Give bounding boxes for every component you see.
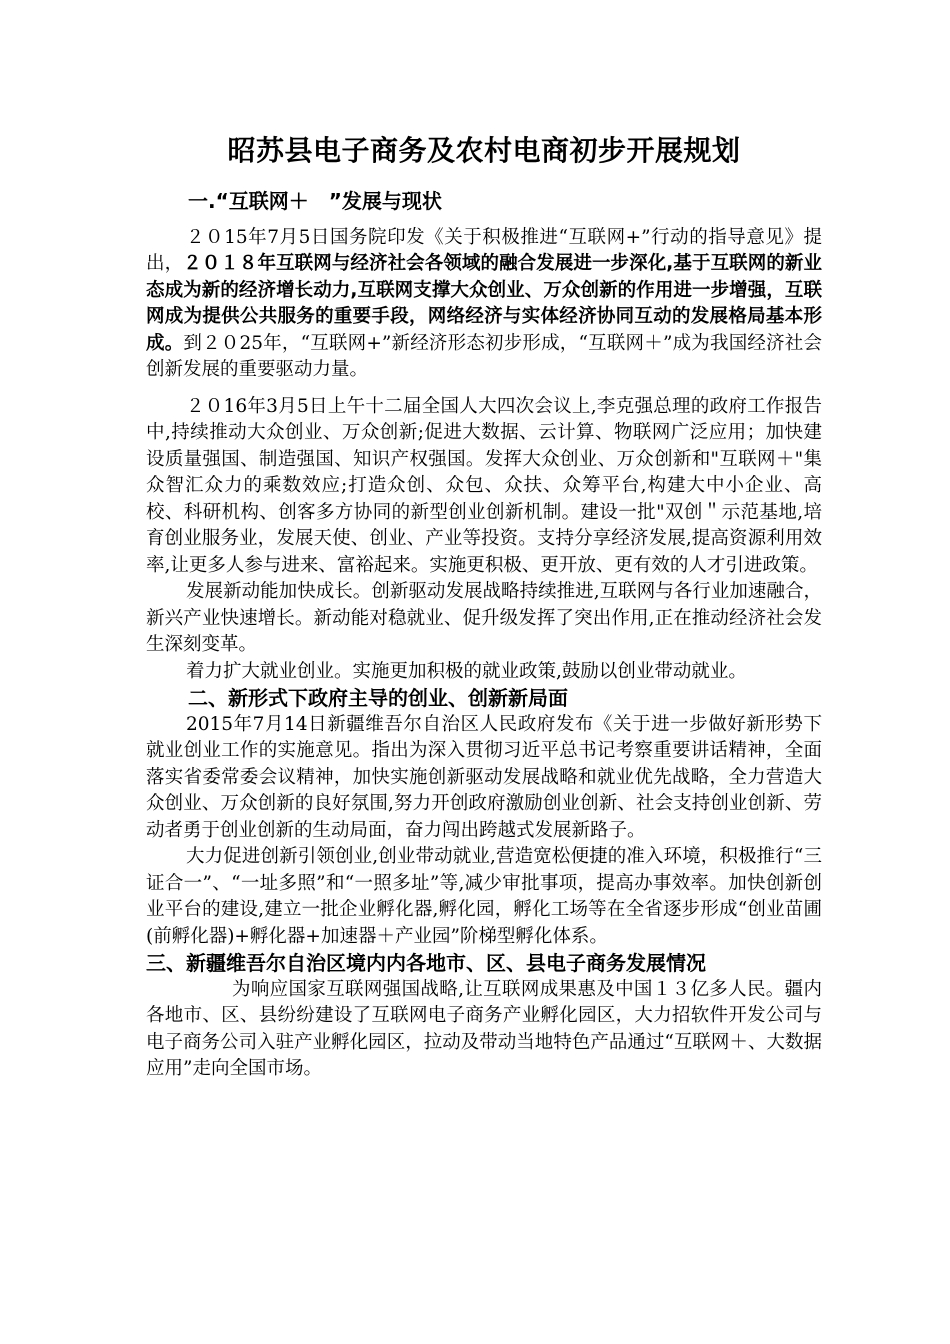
document-title: 昭苏县电子商务及农村电商初步开展规划 <box>227 134 741 167</box>
section-3-heading: 三、新疆维吾尔自治区境内内各地市、区、县电子商务发展情况 <box>146 951 706 975</box>
section-1-paragraph-1 <box>146 225 822 384</box>
paragraph-lead-text: ２０15年7月5日国务院印发《关于积极推进“互联网+”行动的指导意见》提出， <box>146 226 822 274</box>
section-1-paragraph-4: 着力扩大就业创业。实施更加积极的就业政策,鼓励以创业带动就业。 <box>186 660 747 682</box>
section-2-paragraph-2: 大力促进创新引领创业,创业带动就业,营造宽松便捷的准入环境，积极推行“三证合一”、“一址多照”和“一照多址”等,减少审批事项，提高办事效率。加快创新创业平台的建设,建立一批企业孵化器,孵化园，孵化工场等在全省逐步形成“创业苗圃(前孵化器)+孵化器+加速器＋产业园”阶梯型孵化体系。 <box>146 846 822 947</box>
document-page <box>146 128 822 1083</box>
paragraph-tail-text: 到２０25年，“互联网+”新经济形态初步形成，“互联网＋”成为我国经济社会创新发展的重要驱动力量。 <box>146 332 822 380</box>
paragraph-bold-text: ２０１８年互联网与经济社会各领域的融合发展进一步深化,基于互联网的新业态成为新的经济增长动力,互联网支撑大众创业、万众创新的作用进一步增强，互联网成为提供公共服务的重要手段，网络经济与实体经济协同互动的发展格局基本形成。 <box>146 253 822 354</box>
section-2-paragraph-1: 2015年7月14日新疆维吾尔自治区人民政府发布《关于进一步做好新形势下就业创业工作的实施意见。指出为深入贯彻习近平总书记考察重要讲话精神，全面落实省委常委会议精神，加快实施创新驱动发展战略和就业优先战略，全力营造大众创业、万众创新的良好氛围,努力开创政府激励创业创新、社会支持创业创新、劳动者勇于创业创新的生动局面，奋力闯出跨越式发展新路子。 <box>146 713 822 841</box>
section-1-paragraph-3: 发展新动能加快成长。创新驱动发展战略持续推进,互联网与各行业加速融合，新兴产业快速增长。新动能对稳就业、促升级发挥了突出作用,正在推动经济社会发生深刻变革。 <box>146 581 822 655</box>
section-1-heading: 一.“互联网＋ ”发展与现状 <box>188 189 442 213</box>
section-1-paragraph-2: ２０16年3月5日上午十二届全国人大四次会议上,李克强总理的政府工作报告中,持续推动大众创业、万众创新;促进大数据、云计算、物联网广泛应用；加快建设质量强国、制造强国、知识产权强国。发挥大众创业、万众创新和"互联网＋"集众智汇众力的乘数效应;打造众创、众包、众扶、众筹平台,构建大中小企业、高校、科研机构、创客多方协同的新型创业创新机制。建设一批"双创＂示范基地,培育创业服务业，发展天使、创业、产业等投资。支持分享经济发展,提高资源利用效率,让更多人参与进来、富裕起来。实施更积极、更开放、更有效的人才引进政策。 <box>146 395 822 576</box>
section-3-paragraph-1: 为响应国家互联网强国战略,让互联网成果惠及中国１３亿多人民。疆内各地市、区、县纷纷建设了互联网电子商务产业孵化园区，大力招软件开发公司与电子商务公司入驻产业孵化园区，拉动及带动当地特色产品通过“互联网＋、大数据应用”走向全国市场。 <box>146 978 822 1079</box>
section-2-heading: 二、新形式下政府主导的创业、创新新局面 <box>188 686 568 710</box>
